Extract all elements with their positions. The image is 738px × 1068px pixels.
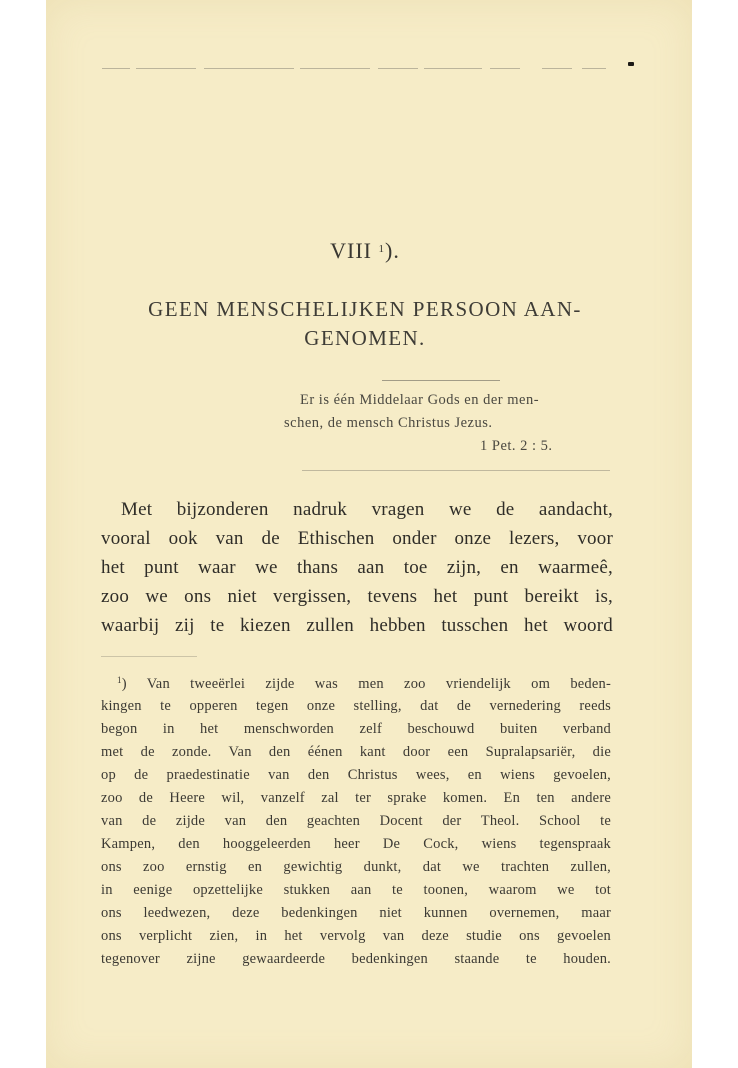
body-line-5: waarbij zij te kiezen zullen hebben tusschen het woord — [101, 615, 613, 636]
body-line-2: vooral ook van de Ethischen onder onze lezers, voor — [101, 528, 613, 549]
footnote-rule — [101, 656, 197, 657]
footnote-line-13: tegenover zijne gewaardeerde bedenkingen staande te houden. — [101, 951, 611, 967]
body-line-4: zoo we ons niet vergissen, tevens het punt bereikt is, — [101, 586, 613, 607]
chapter-title-line-2: GENOMEN. — [304, 326, 426, 350]
body-line-1: Met bijzonderen nadruk vragen we de aandacht, — [121, 499, 613, 520]
footnote-line-1: $^1$) Van tweeërlei zijde was men zoo vriendelijk om beden- — [117, 675, 611, 692]
ink-speck — [628, 62, 634, 66]
footnote-line-4: met de zonde. Van den éénen kant door een Supralapsariër, die — [101, 744, 611, 760]
motto-line-2: schen, de mensch Christus Jezus. — [284, 415, 493, 431]
chapter-note-ref: 1 — [378, 243, 386, 255]
footnote-line-7: van de zijde van den geachten Docent der Theol. School te — [101, 813, 611, 829]
footnote-line-9: ons zoo ernstig en gewichtig dunkt, dat we trachten zullen, — [101, 859, 611, 875]
motto-top-rule — [382, 380, 500, 381]
footnote-line-10: in eenige opzettelijke stukken aan te toonen, waarom we tot — [101, 882, 611, 898]
footnote-line-12: ons verplicht zien, in het vervolg van deze studie ons gevoelen — [101, 928, 611, 944]
chapter-number: VIII — [330, 238, 373, 263]
motto-bottom-rule — [302, 470, 610, 471]
show-through-line — [102, 64, 607, 74]
footnote-line-11: ons leedwezen, deze bedenkingen niet kunnen overnemen, maar — [101, 905, 611, 921]
footnote-line-3: begon in het menschworden zelf beschouwd buiten verband — [101, 721, 611, 737]
body-line-3: het punt waar we thans aan toe zijn, en waarmeê, — [101, 557, 613, 578]
footnote-marker: 1 — [117, 675, 122, 685]
motto-reference: 1 Pet. 2 : 5. — [480, 438, 553, 454]
motto-line-1: Er is één Middelaar Gods en der men- — [300, 392, 540, 408]
footnote-line-2: kingen te opperen tegen onze stelling, dat de vernedering reeds — [101, 698, 611, 714]
chapter-heading — [0, 238, 730, 264]
footnote-line-6: zoo de Heere wil, vanzelf zal ter sprake komen. En ten andere — [101, 790, 611, 806]
chapter-suffix: ). — [385, 238, 400, 263]
footnote-line-5: op de praedestinatie van den Christus wees, en wiens gevoelen, — [101, 767, 611, 783]
chapter-title-line-1: GEEN MENSCHELIJKEN PERSOON AAN- — [148, 297, 582, 321]
footnote-line-8: Kampen, den hooggeleerden heer De Cock, wiens tegenspraak — [101, 836, 611, 852]
